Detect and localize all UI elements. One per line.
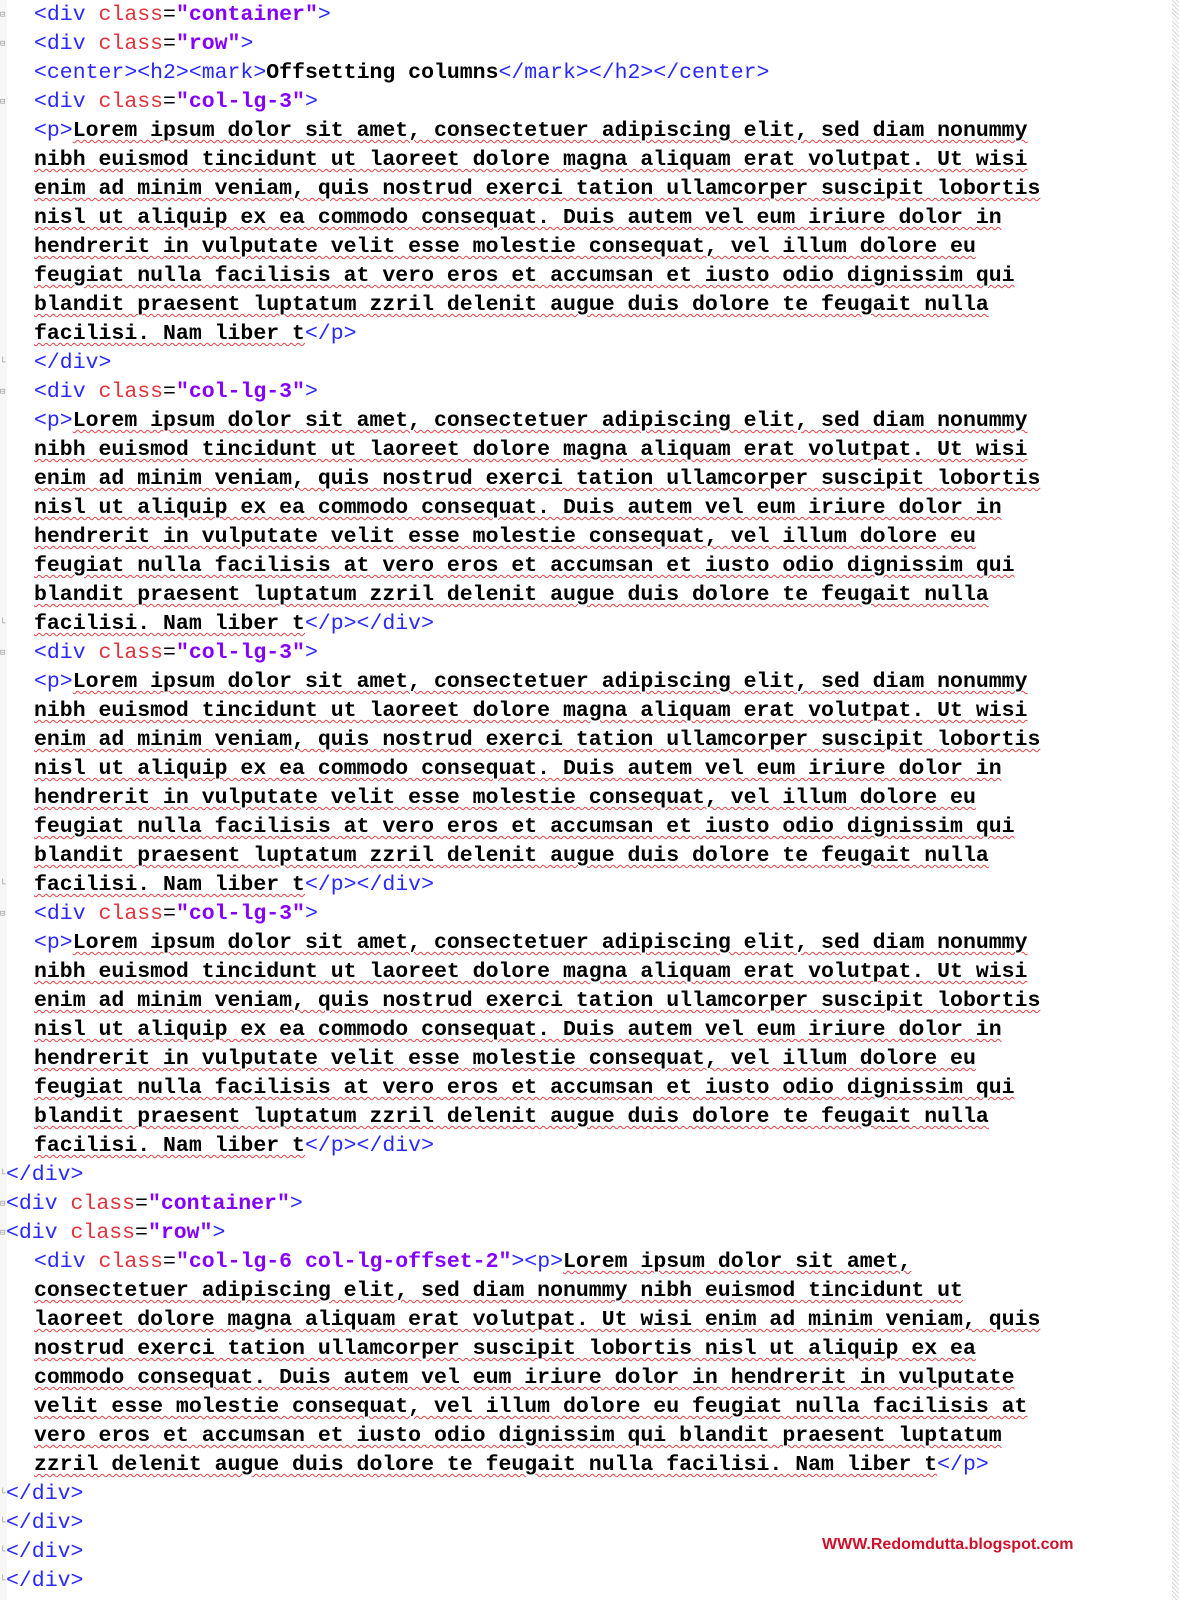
code-line — [0, 233, 1179, 262]
code-line — [0, 1132, 1179, 1161]
code-tag: <div — [6, 1192, 71, 1216]
code-tag: </div> — [6, 1163, 84, 1187]
fold-toggle-icon[interactable]: ⊟ — [0, 387, 6, 397]
code-line — [0, 88, 1179, 117]
code-text: enim ad minim veniam, quis nostrud exerci tation ullamcorper suscipit lobortis — [34, 467, 1041, 491]
code-string: "row" — [175, 32, 241, 56]
code-line — [0, 146, 1179, 175]
code-operator: = — [163, 32, 176, 56]
code-string: "container" — [175, 3, 318, 27]
code-text: Lorem ipsum dolor sit amet, consectetuer adipiscing elit, sed diam nonummy — [72, 931, 1028, 955]
code-tag: <div — [6, 1221, 71, 1245]
code-tag: <div — [34, 641, 99, 665]
fold-toggle-icon[interactable]: ⊟ — [0, 10, 6, 20]
code-line — [0, 204, 1179, 233]
code-string: "col-lg-3" — [175, 380, 305, 404]
code-text: blandit praesent luptatum zzril delenit augue duis dolore te feugait nulla — [34, 844, 989, 868]
code-tag: <div — [34, 3, 99, 27]
code-text: feugiat nulla facilisis at vero eros et accumsan et iusto odio dignissim qui — [34, 1076, 1015, 1100]
fold-toggle-icon[interactable]: └ — [0, 1170, 6, 1180]
code-text: laoreet dolore magna aliquam erat volutpat. Ut wisi enim ad minim veniam, quis — [34, 1308, 1041, 1332]
code-tag: <div — [34, 380, 99, 404]
code-area[interactable] — [0, 1, 1179, 1596]
code-line — [0, 1422, 1179, 1451]
code-line — [0, 1161, 1179, 1190]
code-tag: </div> — [6, 1482, 84, 1506]
code-line — [0, 813, 1179, 842]
code-tag: > — [289, 1192, 303, 1216]
code-text: hendrerit in vulputate velit esse molestie consequat, vel illum dolore eu — [34, 525, 976, 549]
code-attribute: class — [70, 1192, 136, 1216]
code-line — [0, 755, 1179, 784]
code-line — [0, 349, 1179, 378]
code-text: nisl ut aliquip ex ea commodo consequat. Duis autem vel eum iriure dolor in — [34, 757, 1002, 781]
code-attribute: class — [98, 3, 164, 27]
code-text: commodo consequat. Duis autem vel eum iriure dolor in hendrerit in vulputate — [34, 1366, 1015, 1390]
code-text: blandit praesent luptatum zzril delenit augue duis dolore te feugait nulla — [34, 583, 989, 607]
code-line — [0, 581, 1179, 610]
code-line — [0, 1190, 1179, 1219]
code-text: nostrud exerci tation ullamcorper suscipit lobortis nisl ut aliquip ex ea — [34, 1337, 976, 1361]
code-tag: </mark></h2></center> — [498, 61, 770, 85]
code-line — [0, 697, 1179, 726]
code-tag: <div — [34, 90, 99, 114]
code-tag: > — [304, 90, 318, 114]
code-line — [0, 378, 1179, 407]
code-line — [0, 1567, 1179, 1596]
code-tag: > — [304, 902, 318, 926]
code-operator: = — [163, 641, 176, 665]
fold-toggle-icon[interactable]: └ — [0, 1576, 6, 1586]
code-line — [0, 987, 1179, 1016]
code-text: Offsetting columns — [266, 61, 499, 85]
watermark: WWW.Redomdutta.blogspot.com — [822, 1536, 1074, 1553]
code-text: velit esse molestie consequat, vel illum dolore eu feugiat nulla facilisis at — [34, 1395, 1028, 1419]
code-tag: > — [240, 32, 254, 56]
code-text: blandit praesent luptatum zzril delenit augue duis dolore te feugait nulla — [34, 293, 989, 317]
code-line — [0, 117, 1179, 146]
code-text: nisl ut aliquip ex ea commodo consequat. Duis autem vel eum iriure dolor in — [34, 206, 1002, 230]
code-line — [0, 1277, 1179, 1306]
code-text: zzril delenit augue duis dolore te feugait nulla facilisi. Nam liber t — [34, 1453, 938, 1477]
code-text: nibh euismod tincidunt ut laoreet dolore magna aliquam erat volutpat. Ut wisi — [34, 699, 1028, 723]
code-tag: </div> — [34, 351, 112, 375]
code-text: nibh euismod tincidunt ut laoreet dolore magna aliquam erat volutpat. Ut wisi — [34, 438, 1028, 462]
code-line — [0, 1306, 1179, 1335]
code-line — [0, 1248, 1179, 1277]
code-line — [0, 929, 1179, 958]
code-line — [0, 465, 1179, 494]
code-attribute: class — [98, 1250, 164, 1274]
code-operator: = — [163, 380, 176, 404]
code-line — [0, 610, 1179, 639]
code-string: "col-lg-3" — [175, 902, 305, 926]
code-line — [0, 1364, 1179, 1393]
code-text: facilisi. Nam liber t — [34, 322, 305, 346]
code-tag: <div — [34, 902, 99, 926]
code-tag: </p></div> — [304, 873, 434, 897]
fold-toggle-icon[interactable]: ⊟ — [0, 1199, 6, 1209]
code-tag: <p> — [34, 931, 73, 955]
code-tag: <div — [34, 32, 99, 56]
code-tag: </div> — [6, 1540, 84, 1564]
code-operator: = — [163, 3, 176, 27]
code-tag: > — [317, 3, 331, 27]
code-line — [0, 494, 1179, 523]
code-text: nisl ut aliquip ex ea commodo consequat. Duis autem vel eum iriure dolor in — [34, 1018, 1002, 1042]
code-line — [0, 1335, 1179, 1364]
code-text: facilisi. Nam liber t — [34, 873, 305, 897]
code-string: "col-lg-6 col-lg-offset-2" — [175, 1250, 512, 1274]
code-line — [0, 291, 1179, 320]
code-line — [0, 523, 1179, 552]
code-text: consectetuer adipiscing elit, sed diam nonummy nibh euismod tincidunt ut — [34, 1279, 963, 1303]
code-string: "col-lg-3" — [175, 641, 305, 665]
code-string: "container" — [147, 1192, 290, 1216]
code-line — [0, 407, 1179, 436]
code-attribute: class — [70, 1221, 136, 1245]
code-tag: <p> — [34, 119, 73, 143]
code-tag: </p></div> — [304, 612, 434, 636]
code-operator: = — [163, 1250, 176, 1274]
fold-toggle-icon[interactable]: ⊟ — [0, 39, 6, 49]
code-line — [0, 668, 1179, 697]
code-line — [0, 900, 1179, 929]
code-string: "col-lg-3" — [175, 90, 305, 114]
code-tag: <p> — [34, 670, 73, 694]
code-text: blandit praesent luptatum zzril delenit augue duis dolore te feugait nulla — [34, 1105, 989, 1129]
fold-toggle-icon[interactable]: └ — [0, 1489, 6, 1499]
code-text: feugiat nulla facilisis at vero eros et accumsan et iusto odio dignissim qui — [34, 554, 1015, 578]
code-tag: <p> — [34, 409, 73, 433]
fold-toggle-icon[interactable]: ⊟ — [0, 909, 6, 919]
code-line — [0, 30, 1179, 59]
fold-toggle-icon[interactable]: └ — [0, 1518, 6, 1528]
code-line — [0, 59, 1179, 88]
fold-toggle-icon[interactable]: └ — [0, 619, 6, 629]
code-line — [0, 1393, 1179, 1422]
code-tag: </p> — [937, 1453, 989, 1477]
code-line — [0, 1016, 1179, 1045]
fold-toggle-icon[interactable]: ⊟ — [0, 648, 6, 658]
code-line — [0, 639, 1179, 668]
code-text: vero eros et accumsan et iusto odio dignissim qui blandit praesent luptatum — [34, 1424, 1002, 1448]
code-operator: = — [163, 90, 176, 114]
fold-toggle-icon[interactable]: └ — [0, 358, 6, 368]
code-string: "row" — [147, 1221, 213, 1245]
code-operator: = — [135, 1192, 148, 1216]
code-line — [0, 1045, 1179, 1074]
code-text: hendrerit in vulputate velit esse molestie consequat, vel illum dolore eu — [34, 1047, 976, 1071]
code-line — [0, 726, 1179, 755]
code-line — [0, 552, 1179, 581]
vertical-scrollbar[interactable] — [1172, 0, 1179, 1600]
code-text: feugiat nulla facilisis at vero eros et accumsan et iusto odio dignissim qui — [34, 815, 1015, 839]
code-tag: ><p> — [511, 1250, 564, 1274]
code-text: nibh euismod tincidunt ut laoreet dolore magna aliquam erat volutpat. Ut wisi — [34, 960, 1028, 984]
code-tag: > — [304, 380, 318, 404]
code-line — [0, 958, 1179, 987]
code-text: nisl ut aliquip ex ea commodo consequat. Duis autem vel eum iriure dolor in — [34, 496, 1002, 520]
code-text: enim ad minim veniam, quis nostrud exerci tation ullamcorper suscipit lobortis — [34, 177, 1041, 201]
code-text: Lorem ipsum dolor sit amet, consectetuer adipiscing elit, sed diam nonummy — [72, 409, 1028, 433]
code-line — [0, 436, 1179, 465]
fold-toggle-icon[interactable]: ⊟ — [0, 97, 6, 107]
code-line — [0, 175, 1179, 204]
code-tag: </p> — [304, 322, 357, 346]
code-tag: </div> — [6, 1569, 84, 1593]
code-text: nibh euismod tincidunt ut laoreet dolore magna aliquam erat volutpat. Ut wisi — [34, 148, 1028, 172]
code-attribute: class — [98, 380, 164, 404]
code-text: Lorem ipsum dolor sit amet, — [563, 1250, 912, 1274]
code-line — [0, 1451, 1179, 1480]
code-text: enim ad minim veniam, quis nostrud exerci tation ullamcorper suscipit lobortis — [34, 989, 1041, 1013]
code-text: hendrerit in vulputate velit esse molestie consequat, vel illum dolore eu — [34, 786, 976, 810]
code-line — [0, 784, 1179, 813]
code-tag: > — [304, 641, 318, 665]
code-line — [0, 1219, 1179, 1248]
code-text: feugiat nulla facilisis at vero eros et accumsan et iusto odio dignissim qui — [34, 264, 1015, 288]
code-text: hendrerit in vulputate velit esse molestie consequat, vel illum dolore eu — [34, 235, 976, 259]
fold-toggle-icon[interactable]: ⊟ — [0, 1228, 6, 1238]
code-line — [0, 871, 1179, 900]
fold-toggle-icon[interactable]: └ — [0, 880, 6, 890]
code-attribute: class — [98, 641, 164, 665]
fold-toggle-icon[interactable]: └ — [0, 1547, 6, 1557]
code-text: Lorem ipsum dolor sit amet, consectetuer adipiscing elit, sed diam nonummy — [72, 119, 1028, 143]
code-text: facilisi. Nam liber t — [34, 1134, 305, 1158]
code-line — [0, 320, 1179, 349]
code-tag: <div — [34, 1250, 99, 1274]
code-text: Lorem ipsum dolor sit amet, consectetuer adipiscing elit, sed diam nonummy — [72, 670, 1028, 694]
code-attribute: class — [98, 902, 164, 926]
code-line — [0, 1103, 1179, 1132]
code-line — [0, 1509, 1179, 1538]
code-attribute: class — [98, 32, 164, 56]
code-line — [0, 1074, 1179, 1103]
code-line — [0, 842, 1179, 871]
code-line — [0, 262, 1179, 291]
code-operator: = — [135, 1221, 148, 1245]
code-tag: > — [212, 1221, 226, 1245]
code-line — [0, 1, 1179, 30]
code-tag: <center><h2><mark> — [34, 61, 267, 85]
code-text: facilisi. Nam liber t — [34, 612, 305, 636]
code-tag: </div> — [6, 1511, 84, 1535]
code-line — [0, 1480, 1179, 1509]
code-text: enim ad minim veniam, quis nostrud exerci tation ullamcorper suscipit lobortis — [34, 728, 1041, 752]
code-tag: </p></div> — [304, 1134, 434, 1158]
code-attribute: class — [98, 90, 164, 114]
code-operator: = — [163, 902, 176, 926]
